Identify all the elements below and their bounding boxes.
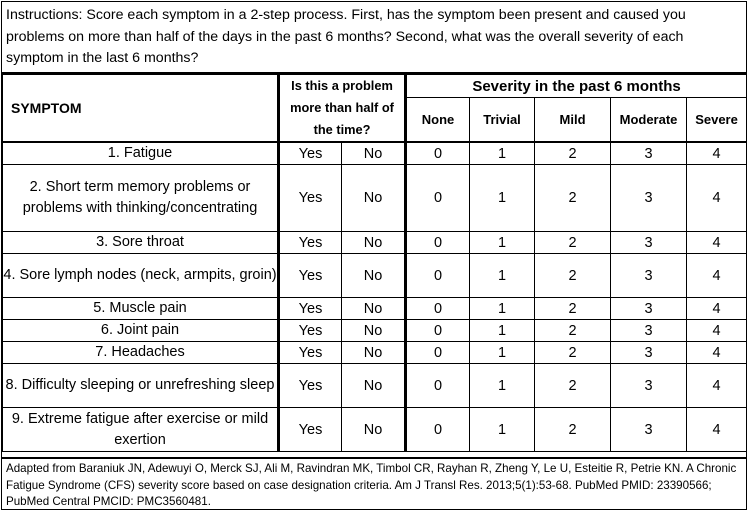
severity-score-mild[interactable]: 2 xyxy=(535,408,611,452)
severity-score-trivial[interactable]: 1 xyxy=(470,320,535,342)
severity-score-none[interactable]: 0 xyxy=(406,342,470,364)
severity-score-severe[interactable]: 4 xyxy=(687,320,747,342)
answer-no[interactable]: No xyxy=(342,320,406,342)
problem-column-header: Is this a problem more than half of the time? xyxy=(279,75,406,143)
severity-score-mild[interactable]: 2 xyxy=(535,165,611,232)
severity-score-trivial[interactable]: 1 xyxy=(470,254,535,298)
severity-header-moderate: Moderate xyxy=(611,98,687,142)
questionnaire-frame xyxy=(1,1,747,510)
table-row xyxy=(3,165,747,232)
severity-score-severe[interactable]: 4 xyxy=(687,142,747,165)
answer-yes[interactable]: Yes xyxy=(279,232,342,254)
symptom-label: 6. Joint pain xyxy=(3,320,279,342)
severity-score-trivial[interactable]: 1 xyxy=(470,298,535,320)
severity-score-mild[interactable]: 2 xyxy=(535,254,611,298)
severity-score-mild[interactable]: 2 xyxy=(535,232,611,254)
answer-yes[interactable]: Yes xyxy=(279,408,342,452)
severity-group-header: Severity in the past 6 months xyxy=(406,75,747,98)
severity-score-moderate[interactable]: 3 xyxy=(611,142,687,165)
symptom-label: 2. Short term memory problems or problems with thinking/concentrating xyxy=(3,165,279,232)
severity-score-none[interactable]: 0 xyxy=(406,165,470,232)
severity-score-trivial[interactable]: 1 xyxy=(470,408,535,452)
table-row xyxy=(3,342,747,364)
symptom-label: 8. Difficulty sleeping or unrefreshing sleep xyxy=(3,364,279,408)
answer-yes[interactable]: Yes xyxy=(279,364,342,408)
severity-header-none: None xyxy=(406,98,470,142)
answer-no[interactable]: No xyxy=(342,254,406,298)
severity-score-none[interactable]: 0 xyxy=(406,408,470,452)
severity-score-mild[interactable]: 2 xyxy=(535,364,611,408)
severity-score-moderate[interactable]: 3 xyxy=(611,165,687,232)
severity-score-trivial[interactable]: 1 xyxy=(470,142,535,165)
severity-score-trivial[interactable]: 1 xyxy=(470,165,535,232)
symptom-label: 1. Fatigue xyxy=(3,142,279,165)
answer-yes[interactable]: Yes xyxy=(279,342,342,364)
symptom-label: 5. Muscle pain xyxy=(3,298,279,320)
answer-yes[interactable]: Yes xyxy=(279,165,342,232)
table-row xyxy=(3,408,747,452)
instructions-text: Instructions: Score each symptom in a 2-step process. First, has the symptom been present and caused you problems on more than half of the days in the past 6 months? Second, what was the overall severity of each symptom in the last 6 months? xyxy=(2,2,746,74)
answer-no[interactable]: No xyxy=(342,165,406,232)
answer-no[interactable]: No xyxy=(342,408,406,452)
severity-score-moderate[interactable]: 3 xyxy=(611,232,687,254)
severity-header-severe: Severe xyxy=(687,98,747,142)
severity-score-trivial[interactable]: 1 xyxy=(470,364,535,408)
answer-no[interactable]: No xyxy=(342,142,406,165)
severity-score-moderate[interactable]: 3 xyxy=(611,364,687,408)
answer-yes[interactable]: Yes xyxy=(279,142,342,165)
symptom-label: 3. Sore throat xyxy=(3,232,279,254)
symptom-severity-table xyxy=(2,74,747,452)
severity-score-none[interactable]: 0 xyxy=(406,142,470,165)
answer-yes[interactable]: Yes xyxy=(279,254,342,298)
table-row xyxy=(3,232,747,254)
severity-score-severe[interactable]: 4 xyxy=(687,232,747,254)
answer-no[interactable]: No xyxy=(342,364,406,408)
severity-score-none[interactable]: 0 xyxy=(406,320,470,342)
table-row xyxy=(3,142,747,165)
severity-score-moderate[interactable]: 3 xyxy=(611,408,687,452)
severity-score-none[interactable]: 0 xyxy=(406,364,470,408)
citation-footer: Adapted from Baraniuk JN, Adewuyi O, Merck SJ, Ali M, Ravindran MK, Timbol CR, Rayhan R, Zheng Y, Le U, Esteitie R, Petrie KN. A Chronic Fatigue Syndrome (CFS) severity score based on case designation criteria. Am J Transl Res. 2013;5(1):53-68. PubMed PMID: 23390566; PubMed Central PMCID: PMC3560481. xyxy=(2,457,746,513)
severity-score-trivial[interactable]: 1 xyxy=(470,342,535,364)
answer-no[interactable]: No xyxy=(342,342,406,364)
symptom-label: 9. Extreme fatigue after exercise or mild exertion xyxy=(3,408,279,452)
severity-score-severe[interactable]: 4 xyxy=(687,165,747,232)
answer-yes[interactable]: Yes xyxy=(279,320,342,342)
answer-no[interactable]: No xyxy=(342,232,406,254)
severity-score-severe[interactable]: 4 xyxy=(687,408,747,452)
severity-score-moderate[interactable]: 3 xyxy=(611,320,687,342)
severity-score-moderate[interactable]: 3 xyxy=(611,254,687,298)
severity-score-moderate[interactable]: 3 xyxy=(611,342,687,364)
severity-header-trivial: Trivial xyxy=(470,98,535,142)
severity-score-moderate[interactable]: 3 xyxy=(611,298,687,320)
symptom-label: 4. Sore lymph nodes (neck, armpits, groin) xyxy=(3,254,279,298)
severity-score-mild[interactable]: 2 xyxy=(535,320,611,342)
severity-score-mild[interactable]: 2 xyxy=(535,142,611,165)
severity-score-trivial[interactable]: 1 xyxy=(470,232,535,254)
severity-score-none[interactable]: 0 xyxy=(406,254,470,298)
severity-score-severe[interactable]: 4 xyxy=(687,254,747,298)
symptom-column-header: SYMPTOM xyxy=(3,75,279,143)
table-row xyxy=(3,364,747,408)
severity-score-none[interactable]: 0 xyxy=(406,232,470,254)
table-row xyxy=(3,298,747,320)
symptom-label: 7. Headaches xyxy=(3,342,279,364)
table-row xyxy=(3,320,747,342)
severity-score-mild[interactable]: 2 xyxy=(535,298,611,320)
severity-score-severe[interactable]: 4 xyxy=(687,364,747,408)
severity-header-mild: Mild xyxy=(535,98,611,142)
severity-score-severe[interactable]: 4 xyxy=(687,298,747,320)
answer-yes[interactable]: Yes xyxy=(279,298,342,320)
table-row xyxy=(3,254,747,298)
severity-score-mild[interactable]: 2 xyxy=(535,342,611,364)
severity-score-none[interactable]: 0 xyxy=(406,298,470,320)
severity-score-severe[interactable]: 4 xyxy=(687,342,747,364)
answer-no[interactable]: No xyxy=(342,298,406,320)
